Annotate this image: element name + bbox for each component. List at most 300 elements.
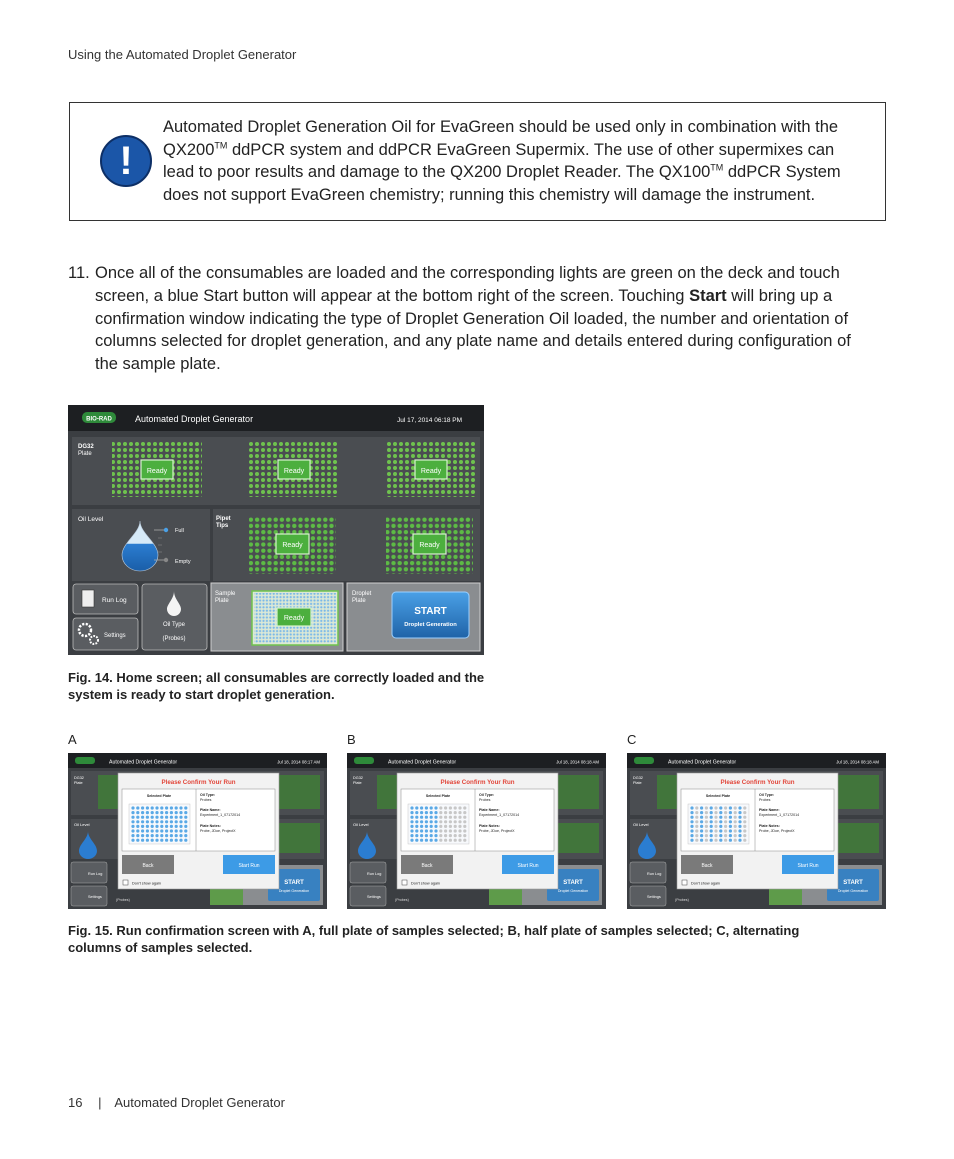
svg-text:Probe, JDoe, ProjectX: Probe, JDoe, ProjectX [479, 829, 515, 833]
footer-title: Automated Droplet Generator [114, 1095, 285, 1110]
plate-well [705, 839, 708, 842]
plate-well [454, 816, 457, 819]
svg-text:Droplet Generation: Droplet Generation [404, 622, 457, 628]
plate-well [710, 816, 713, 819]
home-title: Automated Droplet Generator [135, 414, 254, 424]
plate-well [131, 820, 134, 823]
svg-text:Plate: Plate [352, 598, 366, 604]
svg-text:Oil Level: Oil Level [74, 822, 90, 827]
svg-text:Plate Name:: Plate Name: [759, 808, 780, 812]
svg-text:Full: Full [175, 528, 184, 534]
plate-well [151, 839, 154, 842]
plate-well [700, 816, 703, 819]
svg-text:Plate Notes:: Plate Notes: [479, 824, 500, 828]
plate-well [705, 825, 708, 828]
svg-text:Empty: Empty [175, 559, 191, 565]
screen-datetime: Jul 18, 2014 08:18 AM [556, 759, 599, 765]
plate-well [734, 816, 737, 819]
svg-text:Droplet Generation: Droplet Generation [557, 889, 589, 893]
oil-type-button[interactable] [142, 584, 207, 650]
plate-well [454, 806, 457, 809]
plate-well [131, 829, 134, 832]
plate-well [165, 811, 168, 814]
plate-well [743, 825, 746, 828]
svg-text:(Probes): (Probes) [116, 898, 130, 902]
plate-well [710, 834, 713, 837]
plate-well [690, 834, 693, 837]
plate-well [415, 820, 418, 823]
plate-well [729, 829, 732, 832]
biorad-logo [354, 757, 374, 764]
plate-well [695, 816, 698, 819]
clipboard-icon [82, 590, 94, 607]
panel-letter-a: A [68, 732, 77, 747]
plate-well [724, 820, 727, 823]
plate-well [146, 811, 149, 814]
plate-well [463, 829, 466, 832]
screen-datetime: Jul 18, 2014 08:18 AM [836, 759, 879, 765]
footer-separator: | [98, 1095, 102, 1110]
plate-well [184, 816, 187, 819]
dont-show-checkbox[interactable] [402, 880, 407, 885]
plate-well [454, 820, 457, 823]
plate-well [179, 816, 182, 819]
plate-well [690, 820, 693, 823]
plate-well [710, 820, 713, 823]
plate-well [743, 806, 746, 809]
svg-text:Plate Name:: Plate Name: [200, 808, 221, 812]
dg32-cartridge-1[interactable] [112, 442, 202, 497]
plate-well [743, 839, 746, 842]
plate-well [410, 806, 413, 809]
plate-well [160, 811, 163, 814]
svg-text:Plate Name:: Plate Name: [479, 808, 500, 812]
plate-well [449, 816, 452, 819]
plate-well [136, 839, 139, 842]
run-log-button[interactable] [73, 584, 138, 614]
plate-well [136, 816, 139, 819]
plate-well [179, 834, 182, 837]
plate-well [425, 834, 428, 837]
plate-well [695, 839, 698, 842]
dg32-cartridge-3[interactable] [386, 442, 476, 497]
plate-well [729, 806, 732, 809]
plate-well [415, 825, 418, 828]
svg-text:START: START [284, 880, 304, 886]
plate-well [136, 829, 139, 832]
svg-text:Droplet Generation: Droplet Generation [278, 889, 310, 893]
plate-well [184, 811, 187, 814]
confirm-screen-b [347, 753, 606, 909]
page-number: 16 [68, 1095, 83, 1110]
plate-well [151, 820, 154, 823]
svg-text:Plate Notes:: Plate Notes: [759, 824, 780, 828]
sample-plate-panel[interactable] [211, 583, 343, 651]
plate-well [439, 811, 442, 814]
dont-show-checkbox[interactable] [123, 880, 128, 885]
plate-well [434, 816, 437, 819]
confirm-screen-a [68, 753, 327, 909]
plate-well [420, 829, 423, 832]
plate-well [700, 811, 703, 814]
plate-well [690, 839, 693, 842]
plate-well [714, 806, 717, 809]
plate-well [136, 820, 139, 823]
svg-text:Selected Plate: Selected Plate [146, 794, 172, 798]
svg-text:Probe, JDoe, ProjectX: Probe, JDoe, ProjectX [759, 829, 795, 833]
svg-text:Oil Level: Oil Level [353, 822, 369, 827]
plate-well [146, 806, 149, 809]
plate-well [136, 806, 139, 809]
plate-well [155, 811, 158, 814]
plate-well [430, 811, 433, 814]
plate-well [160, 834, 163, 837]
plate-well [729, 811, 732, 814]
plate-well [179, 829, 182, 832]
plate-well [700, 820, 703, 823]
plate-well [184, 839, 187, 842]
plate-well [175, 806, 178, 809]
plate-well [714, 829, 717, 832]
plate-well [719, 816, 722, 819]
plate-well [425, 825, 428, 828]
plate-well [729, 834, 732, 837]
plate-well [439, 839, 442, 842]
plate-well [743, 811, 746, 814]
plate-well [439, 829, 442, 832]
plate-well [434, 839, 437, 842]
plate-well [151, 825, 154, 828]
plate-well [710, 829, 713, 832]
plate-well [700, 834, 703, 837]
svg-text:Plate: Plate [78, 451, 92, 457]
plate-well [463, 820, 466, 823]
plate-well [420, 811, 423, 814]
plate-well [175, 816, 178, 819]
plate-well [719, 825, 722, 828]
screen-title: Automated Droplet Generator [109, 759, 178, 766]
plate-well [425, 806, 428, 809]
plate-well [719, 834, 722, 837]
plate-well [179, 839, 182, 842]
plate-well [700, 839, 703, 842]
plate-well [444, 806, 447, 809]
confirm-dialog [397, 773, 558, 889]
plate-well [738, 839, 741, 842]
plate-well [146, 834, 149, 837]
plate-well [444, 834, 447, 837]
dialog-title: Please Confirm Your Run [440, 779, 515, 786]
plate-well [131, 839, 134, 842]
plate-well [700, 829, 703, 832]
plate-well [155, 839, 158, 842]
svg-text:Ready: Ready [420, 468, 442, 475]
plate-well [415, 811, 418, 814]
svg-text:Oil Level: Oil Level [633, 822, 649, 827]
plate-well [738, 834, 741, 837]
svg-text:(Probes): (Probes) [675, 898, 689, 902]
plate-well [420, 839, 423, 842]
svg-text:Don't show again: Don't show again [132, 881, 162, 886]
svg-text:Oil Type:: Oil Type: [479, 793, 495, 797]
plate-well [454, 829, 457, 832]
svg-text:Settings: Settings [104, 633, 126, 639]
dont-show-checkbox[interactable] [682, 880, 687, 885]
plate-well [690, 825, 693, 828]
plate-well [141, 834, 144, 837]
dialog-title: Please Confirm Your Run [720, 779, 795, 786]
plate-well [724, 816, 727, 819]
plate-well [444, 811, 447, 814]
plate-well [743, 834, 746, 837]
plate-well [430, 834, 433, 837]
svg-text:Droplet: Droplet [352, 591, 372, 597]
plate-well [705, 834, 708, 837]
plate-well [165, 834, 168, 837]
plate-well [724, 839, 727, 842]
plate-well [439, 825, 442, 828]
plate-well [454, 825, 457, 828]
plate-well [710, 806, 713, 809]
plate-well [179, 825, 182, 828]
plate-well [710, 839, 713, 842]
plate-well [458, 806, 461, 809]
svg-text:Plate Notes:: Plate Notes: [200, 824, 221, 828]
plate-well [690, 811, 693, 814]
screen-title: Automated Droplet Generator [388, 759, 457, 766]
plate-well [410, 820, 413, 823]
plate-well [734, 811, 737, 814]
plate-well [165, 825, 168, 828]
svg-text:Settings: Settings [88, 895, 102, 899]
plate-well [724, 825, 727, 828]
plate-well [170, 834, 173, 837]
plate-well [184, 825, 187, 828]
svg-text:Start Run: Start Run [517, 863, 539, 869]
plate-well [724, 829, 727, 832]
settings-button[interactable] [73, 618, 138, 650]
plate-well [434, 806, 437, 809]
dg32-cartridge-2[interactable] [249, 442, 339, 497]
confirm-dialog [118, 773, 279, 889]
plate-well [714, 834, 717, 837]
plate-well [729, 816, 732, 819]
plate-well [458, 820, 461, 823]
plate-well [170, 839, 173, 842]
plate-well [710, 825, 713, 828]
plate-well [141, 839, 144, 842]
plate-well [729, 820, 732, 823]
plate-well [454, 839, 457, 842]
step-number: 11. [68, 264, 90, 282]
confirm-screen-c [627, 753, 886, 909]
plate-well [415, 829, 418, 832]
caution-text: Automated Droplet Generation Oil for EvaGreen should be used only in combination with the QX200™ ddPCR system and ddPCR EvaGreen Supermix. The use of other supermixes can lead to poor results and damage to the QX200 Droplet Reader. The QX100™ ddPCR System does not support EvaGreen chemistry; running this chemistry will damage the instrument. [163, 118, 841, 204]
plate-well [454, 811, 457, 814]
plate-well [454, 834, 457, 837]
plate-well [136, 811, 139, 814]
plate-well [430, 816, 433, 819]
plate-well [410, 834, 413, 837]
plate-well [690, 829, 693, 832]
svg-text:Plate: Plate [633, 781, 642, 785]
pipet-tips-box-2[interactable] [386, 516, 473, 574]
plate-well [425, 816, 428, 819]
svg-text:Plate: Plate [74, 781, 83, 785]
confirm-dialog [677, 773, 838, 889]
svg-text:Run Log: Run Log [367, 872, 382, 876]
plate-well [155, 806, 158, 809]
plate-well [430, 820, 433, 823]
plate-well [410, 816, 413, 819]
plate-well [410, 811, 413, 814]
plate-well [410, 825, 413, 828]
start-droplet-generation-button[interactable] [392, 592, 469, 638]
plate-well [738, 825, 741, 828]
plate-well [151, 829, 154, 832]
plate-well [729, 825, 732, 828]
svg-text:Back: Back [421, 863, 433, 869]
plate-well [430, 806, 433, 809]
svg-text:Back: Back [142, 863, 154, 869]
plate-well [734, 820, 737, 823]
plate-well [141, 825, 144, 828]
plate-well [734, 839, 737, 842]
plate-well [151, 816, 154, 819]
plate-well [714, 825, 717, 828]
plate-well [705, 806, 708, 809]
plate-well [175, 839, 178, 842]
svg-text:Ready: Ready [419, 542, 440, 549]
svg-text:DG32: DG32 [353, 776, 363, 780]
svg-text:START: START [563, 880, 583, 886]
plate-well [449, 834, 452, 837]
running-header: Using the Automated Droplet Generator [68, 47, 297, 62]
svg-text:Run Log: Run Log [102, 597, 127, 604]
plate-well [719, 811, 722, 814]
plate-well [724, 834, 727, 837]
plate-well [439, 820, 442, 823]
plate-well [458, 825, 461, 828]
plate-well [690, 806, 693, 809]
plate-well [719, 829, 722, 832]
plate-well [410, 839, 413, 842]
step-text: Once all of the consumables are loaded and the corresponding lights are green on the deck and touch screen, a blue Start button will appear at the bottom right of the screen. Touching Start will bring up a confirmation window indicating the type of Droplet Generation Oil loaded, the number and orientation of columns selected for droplet generation, and any plate name and details entered during configuration of the sample plate. [95, 264, 851, 374]
page-footer [68, 1095, 285, 1110]
plate-well [165, 829, 168, 832]
plate-well [131, 816, 134, 819]
svg-text:Back: Back [701, 863, 713, 869]
plate-well [179, 820, 182, 823]
plate-well [160, 829, 163, 832]
plate-well [146, 820, 149, 823]
svg-text:Ready: Ready [283, 468, 305, 475]
plate-well [449, 820, 452, 823]
plate-well [415, 816, 418, 819]
svg-text:BIO-RAD: BIO-RAD [86, 416, 112, 423]
plate-well [184, 829, 187, 832]
svg-text:Ready: Ready [283, 615, 305, 622]
plate-well [170, 825, 173, 828]
svg-text:Run Log: Run Log [647, 872, 662, 876]
plate-well [738, 816, 741, 819]
plate-well [700, 825, 703, 828]
plate-well [430, 829, 433, 832]
plate-well [415, 834, 418, 837]
plate-well [131, 825, 134, 828]
svg-text:START: START [414, 606, 447, 617]
plate-well [175, 825, 178, 828]
plate-well [458, 829, 461, 832]
svg-text:Ready: Ready [282, 542, 303, 549]
plate-well [415, 839, 418, 842]
svg-text:START: START [843, 880, 863, 886]
plate-well [165, 839, 168, 842]
biorad-logo [75, 757, 95, 764]
svg-text:Don't show again: Don't show again [691, 881, 721, 886]
plate-well [430, 825, 433, 828]
pipet-tips-box-1[interactable] [249, 516, 336, 574]
plate-well [734, 829, 737, 832]
plate-well [425, 811, 428, 814]
plate-well [458, 834, 461, 837]
plate-well [724, 811, 727, 814]
plate-well [738, 829, 741, 832]
plate-well [714, 811, 717, 814]
plate-well [160, 839, 163, 842]
plate-well [434, 834, 437, 837]
plate-well [463, 806, 466, 809]
plate-well [179, 806, 182, 809]
plate-well [141, 806, 144, 809]
svg-text:Ready: Ready [146, 468, 168, 475]
plate-well [463, 839, 466, 842]
dialog-title: Please Confirm Your Run [161, 779, 236, 786]
plate-well [160, 806, 163, 809]
plate-well [146, 825, 149, 828]
plate-well [449, 829, 452, 832]
plate-well [710, 811, 713, 814]
plate-well [131, 806, 134, 809]
plate-well [179, 811, 182, 814]
plate-well [170, 806, 173, 809]
home-screen-figure [68, 405, 484, 655]
screen-datetime: Jul 18, 2014 08:17 AM [277, 759, 320, 765]
plate-well [439, 834, 442, 837]
plate-well [449, 839, 452, 842]
plate-well [410, 829, 413, 832]
plate-well [444, 825, 447, 828]
plate-well [719, 839, 722, 842]
fig15-caption: Fig. 15. Run confirmation screen with A, full plate of samples selected; B, half plate of samples selected; C, alternating columns of samples selected. [68, 923, 800, 955]
plate-well [434, 825, 437, 828]
svg-text:Settings: Settings [367, 895, 381, 899]
svg-text:Don't show again: Don't show again [411, 881, 441, 886]
plate-well [425, 839, 428, 842]
plate-well [449, 806, 452, 809]
svg-text:Selected Plate: Selected Plate [425, 794, 451, 798]
plate-well [141, 816, 144, 819]
plate-well [155, 834, 158, 837]
plate-well [690, 816, 693, 819]
plate-well [743, 820, 746, 823]
svg-text:Settings: Settings [647, 895, 661, 899]
plate-well [463, 811, 466, 814]
fig14-caption: Fig. 14. Home screen; all consumables are correctly loaded and the system is ready to start droplet generation. [68, 670, 485, 702]
svg-text:Probes: Probes [479, 798, 491, 802]
svg-text:Run Log: Run Log [88, 872, 103, 876]
plate-well [165, 806, 168, 809]
